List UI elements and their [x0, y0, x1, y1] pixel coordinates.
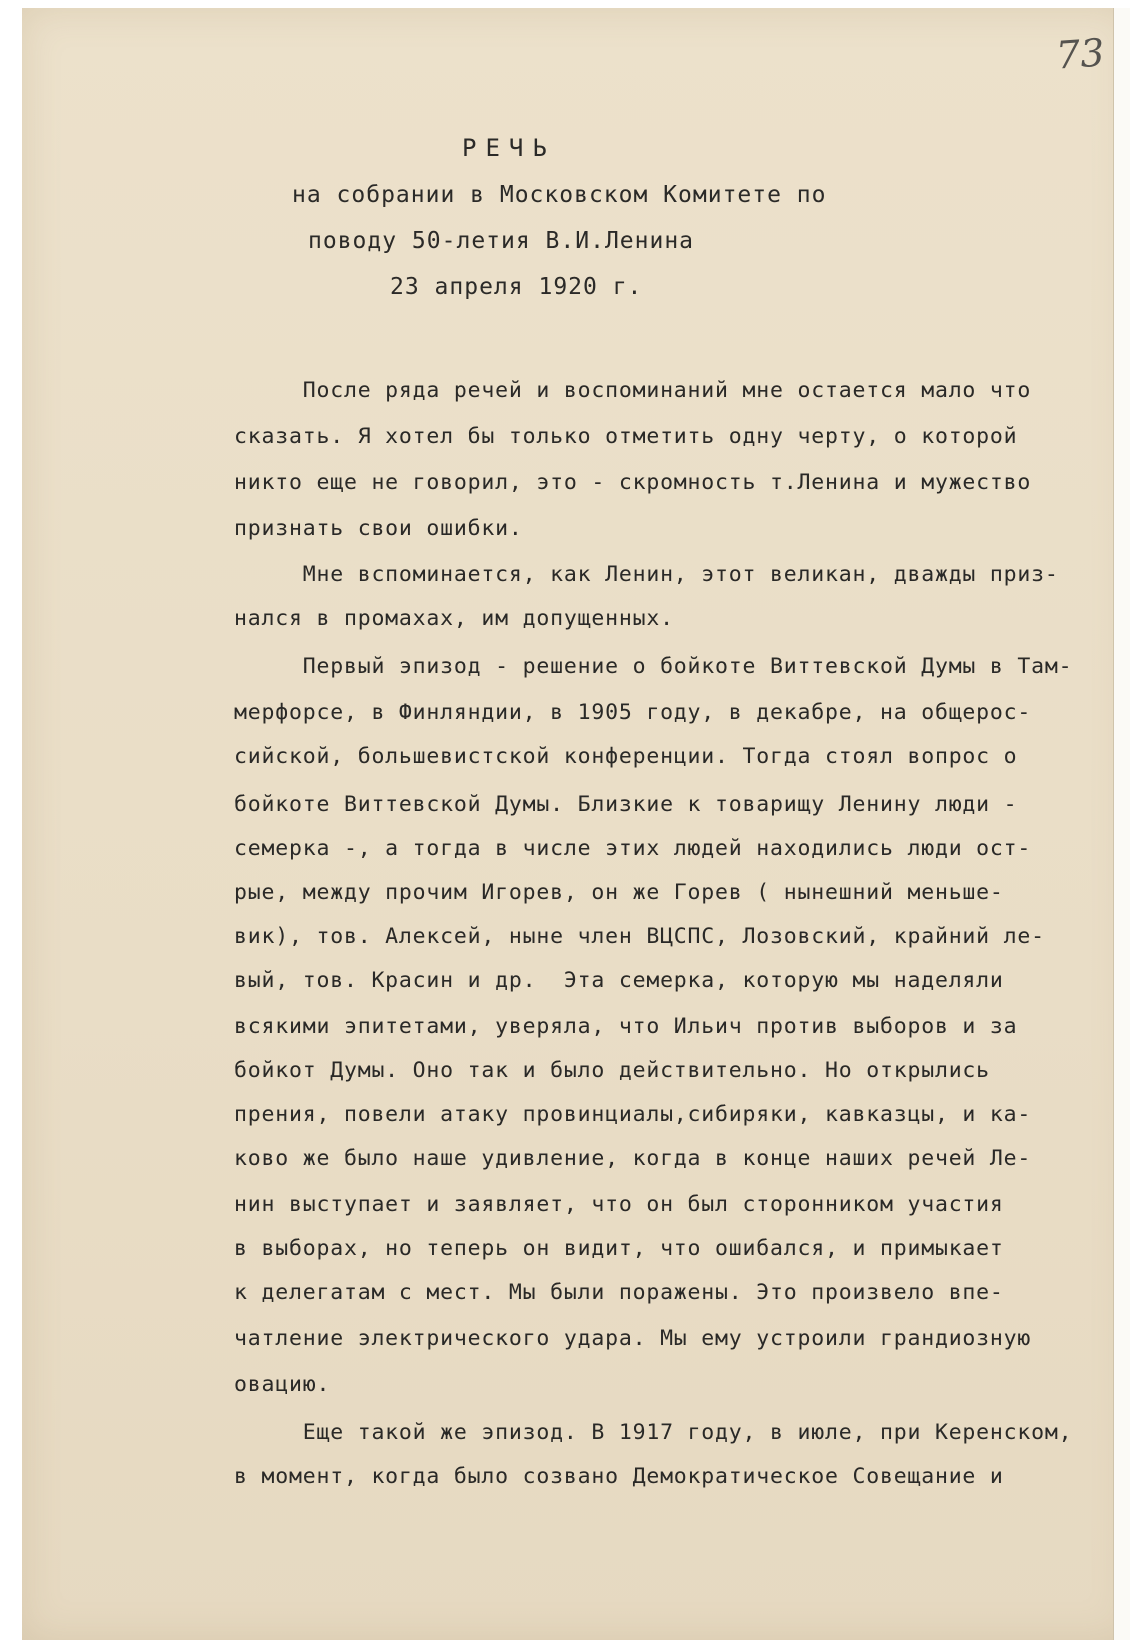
- text-line: Еще такой же эпизод. В 1917 году, в июле, при Керенском,: [234, 1420, 1073, 1445]
- text-line: вый, тов. Красин и др. Эта семерка, которую мы наделяли: [234, 968, 1004, 993]
- text-line: всякими эпитетами, уверяла, что Ильич против выборов и за: [234, 1014, 1018, 1039]
- text-line: Мне вспоминается, как Ленин, этот великан, дважды приз-: [234, 562, 1059, 587]
- text-line: никто еще не говорил, это - скромность т.Ленина и мужество: [234, 470, 1032, 495]
- text-line: прения, повели атаку провинциалы,сибиряки, кавказцы, и ка-: [234, 1102, 1032, 1127]
- document-date: 23 апреля 1920 г.: [390, 274, 643, 300]
- text-line: После ряда речей и воспоминаний мне остается мало что: [234, 378, 1032, 403]
- text-line: Первый эпизод - решение о бойкоте Виттевской Думы в Там-: [234, 654, 1073, 679]
- text-line: нин выступает и заявляет, что он был сторонником участия: [234, 1192, 1004, 1217]
- text-line: сийской, большевистской конференции. Тогда стоял вопрос о: [234, 744, 1018, 769]
- text-line: овацию.: [234, 1372, 331, 1397]
- document-page: [22, 8, 1130, 1640]
- text-line: признать свои ошибки.: [234, 516, 523, 541]
- document-title: РЕЧЬ: [462, 134, 556, 162]
- page-number: 73: [1054, 30, 1106, 78]
- text-line: бойкоте Виттевской Думы. Близкие к товарищу Ленину люди -: [234, 792, 1018, 817]
- text-line: ково же было наше удивление, когда в конце наших речей Ле-: [234, 1146, 1032, 1171]
- text-line: бойкот Думы. Оно так и было действительно. Но открылись: [234, 1058, 990, 1083]
- text-line: в момент, когда было созвано Демократическое Совещание и: [234, 1464, 1004, 1489]
- document-subtitle-line-1: на собрании в Московском Комитете по: [292, 182, 827, 208]
- text-line: рые, между прочим Игорев, он же Горев ( нынешний меньше-: [234, 880, 1004, 905]
- text-line: чатление электрического удара. Мы ему устроили грандиозную: [234, 1326, 1032, 1351]
- text-line: вик), тов. Алексей, ныне член ВЦСПС, Лозовский, крайний ле-: [234, 924, 1045, 949]
- text-line: в выборах, но теперь он видит, что ошибался, и примыкает: [234, 1236, 1004, 1261]
- document-subtitle-line-2: поводу 50-летия В.И.Ленина: [308, 228, 695, 254]
- text-line: к делегатам с мест. Мы были поражены. Это произвело впе-: [234, 1280, 1004, 1305]
- text-line: мерфорсе, в Финляндии, в 1905 году, в декабре, на общерос-: [234, 700, 1032, 725]
- page-edge: [1113, 8, 1130, 1640]
- text-line: сказать. Я хотел бы только отметить одну черту, о которой: [234, 424, 1018, 449]
- text-line: семерка -, а тогда в числе этих людей находились люди ост-: [234, 836, 1032, 861]
- text-line: нался в промахах, им допущенных.: [234, 606, 674, 631]
